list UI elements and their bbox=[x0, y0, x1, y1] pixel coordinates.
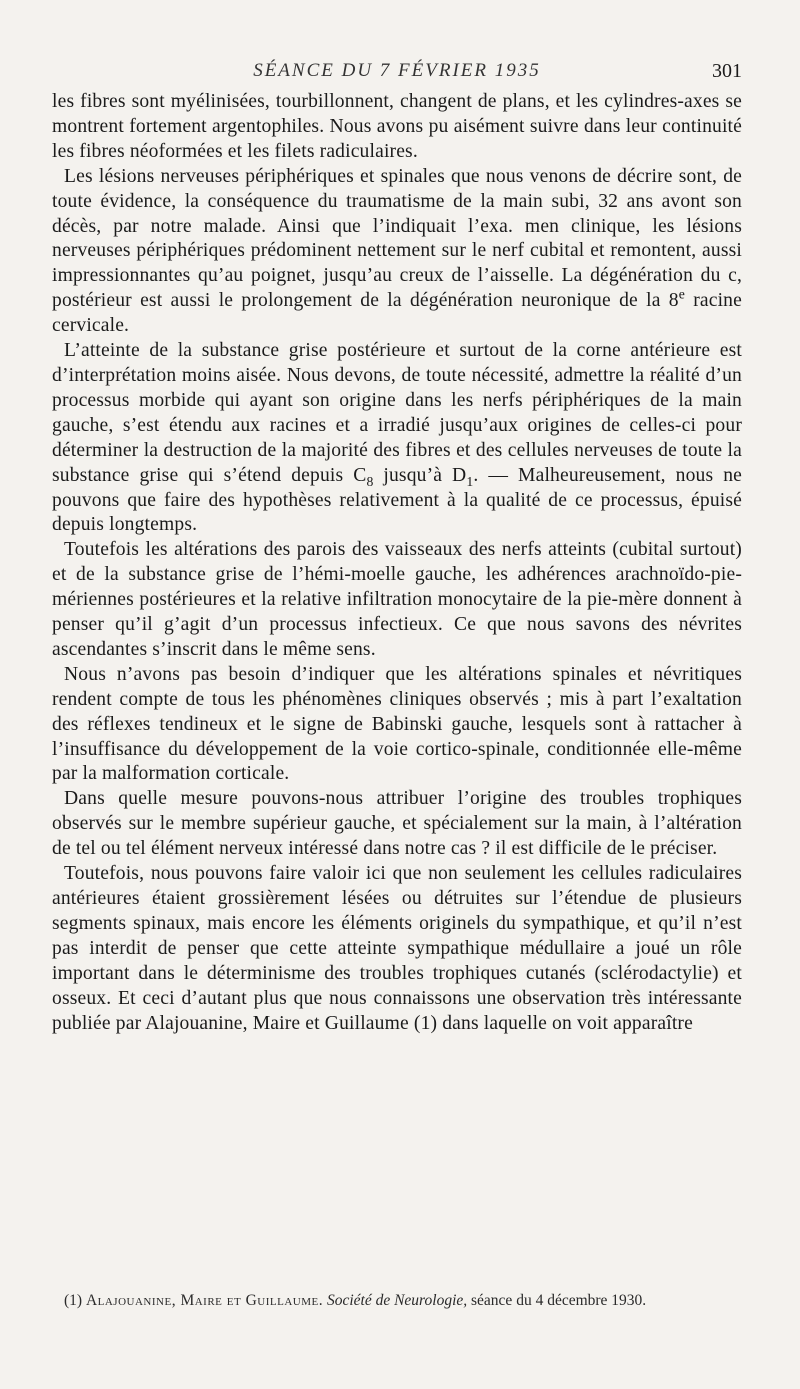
paragraph-text: les fibres sont myélinisées, tourbillonnent, changent de plans, et les cylindres-axes se montrent fortement argentophiles. Nous avons pu aisément suivre dans leur continuité les fibres néoformées et les filets radiculaires. bbox=[52, 91, 742, 162]
footnote bbox=[52, 1290, 742, 1311]
paragraph-text: Dans quelle mesure pouvons-nous attribuer l’origine des troubles trophiques observés sur le membre supérieur gauche, et spécialement sur la main, à l’altération de tel ou tel élément nerveux intéressé dans notre cas ? il est difficile de le préciser. bbox=[52, 788, 742, 860]
paragraph-text: . — Malheureusement, nous ne pouvons que faire des hypothèses relativement à la qualité de ce processus, épuisé depuis longtemps. bbox=[52, 464, 742, 536]
footnote-authors: Alajouanine, Maire et Guillaume. bbox=[85, 1292, 324, 1309]
subscript: 1 bbox=[466, 473, 474, 489]
paragraph bbox=[52, 90, 742, 165]
paragraph-text: Nous n’avons pas besoin d’indiquer que les altérations spinales et névritiques rendent compte de tous les phénomènes cliniques observés ; mis à part l’exaltation des réflexes tendineux et le signe de Babinski gauche, lesquels sont à rattacher à l’insuffisance du développement de la voie cortico-spinale, conditionnée elle-même par la malformation corticale. bbox=[52, 663, 742, 785]
paragraph-text: Les lésions nerveuses périphériques et spinales que nous venons de décrire sont, de toute évidence, la conséquence du traumatisme de la main subi, 32 ans avont son décès, par notre malade. Ainsi que l’indiquait l’exa. men clinique, les lésions nerveuses périphériques prédominent nettement sur le nerf cubital et remontent, aussi impressionnantes qu’au poignet, jusqu’au creux de l’aisselle. La dégénération du c, postérieur est aussi le prolongement de la dégénération neuronique de la 8 bbox=[52, 165, 742, 312]
paragraph bbox=[52, 538, 742, 663]
paragraph bbox=[52, 862, 742, 1036]
running-title: SÉANCE DU 7 FÉVRIER 1935 bbox=[253, 60, 541, 81]
body-text bbox=[52, 90, 742, 1036]
paragraph bbox=[52, 787, 742, 862]
page-number: 301 bbox=[712, 60, 742, 82]
paragraph-text: Toutefois les altérations des parois des vaisseaux des nerfs atteints (cubital surtout) et de la substance grise de l’hémi-moelle gauche, les adhérences arachnoïdo-pie-mériennes postérieures et la relative infiltration monocytaire de la pie-mère donnent à penser qu’il g’agit d’un processus infectieux. Ce que nous savons des névrites ascendantes s’inscrit dans le même sens. bbox=[52, 539, 742, 660]
paragraph bbox=[52, 663, 742, 788]
running-header bbox=[52, 60, 742, 86]
footnote-marker: (1) bbox=[64, 1292, 83, 1309]
superscript: e bbox=[678, 286, 685, 302]
subscript: 8 bbox=[366, 473, 374, 489]
paragraph-text: L’atteinte de la substance grise postérieure et surtout de la corne antérieure est d’interprétation moins aisée. Nous devons, de toute nécessité, admettre la réalité d’un processus morbide qui ayant son origine dans les nerfs périphériques de la main gauche, s’est étendu aux racines et a irradié jusqu’aux origines de celles-ci pour déterminer la destruction de la majorité des fibres et des cellules nerveuses de toute la substance grise qui s’étend depuis C bbox=[52, 340, 742, 486]
paragraph bbox=[52, 339, 742, 538]
paragraph-text: racine cervicale. bbox=[52, 290, 742, 337]
paragraph-text: Toutefois, nous pouvons faire valoir ici que non seulement les cellules radiculaires antérieures étaient grossièrement lésées ou détruites sur l’étendue de plusieurs segments spinaux, mais encore les éléments originels du sympathique, et qu’il n’est pas interdit de penser que cette atteinte sympathique médullaire a joué un rôle important dans le déterminisme des troubles trophiques cutanés (sclérodactylie) et osseux. Et ceci d’autant plus que nous connaissons une observation très intéressante publiée par Alajouanine, Maire et Guillaume (1) dans laquelle on voit apparaître bbox=[52, 863, 742, 1034]
paragraph-text: jusqu’à D bbox=[373, 464, 467, 486]
paragraph bbox=[52, 165, 742, 339]
footnote-journal: Société de Neurologie, bbox=[326, 1292, 468, 1309]
footnote-details: séance du 4 décembre 1930. bbox=[471, 1292, 647, 1309]
